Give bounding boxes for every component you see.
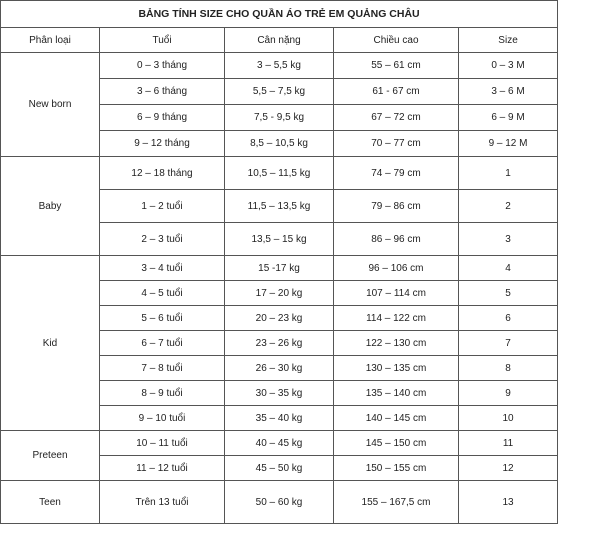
size-cell: 13 bbox=[459, 481, 558, 524]
age-cell: 10 – 11 tuổi bbox=[100, 431, 225, 456]
weight-cell: 26 – 30 kg bbox=[225, 356, 334, 381]
header-height: Chiều cao bbox=[334, 28, 459, 53]
age-cell: 4 – 5 tuổi bbox=[100, 281, 225, 306]
age-cell: 12 – 18 tháng bbox=[100, 157, 225, 190]
size-cell: 5 bbox=[459, 281, 558, 306]
size-cell: 3 bbox=[459, 223, 558, 256]
height-cell: 145 – 150 cm bbox=[334, 431, 459, 456]
weight-cell: 45 – 50 kg bbox=[225, 456, 334, 481]
age-cell: 7 – 8 tuổi bbox=[100, 356, 225, 381]
height-cell: 122 – 130 cm bbox=[334, 331, 459, 356]
age-cell: 6 – 9 tháng bbox=[100, 105, 225, 131]
weight-cell: 50 – 60 kg bbox=[225, 481, 334, 524]
age-cell: 2 – 3 tuổi bbox=[100, 223, 225, 256]
age-cell: 9 – 12 tháng bbox=[100, 131, 225, 157]
size-cell: 3 – 6 M bbox=[459, 79, 558, 105]
category-cell: New born bbox=[1, 53, 100, 157]
height-cell: 150 – 155 cm bbox=[334, 456, 459, 481]
weight-cell: 20 – 23 kg bbox=[225, 306, 334, 331]
height-cell: 79 – 86 cm bbox=[334, 190, 459, 223]
size-cell: 10 bbox=[459, 406, 558, 431]
size-cell: 2 bbox=[459, 190, 558, 223]
size-cell: 9 bbox=[459, 381, 558, 406]
age-cell: 1 – 2 tuổi bbox=[100, 190, 225, 223]
table-row bbox=[1, 157, 558, 190]
weight-cell: 5,5 – 7,5 kg bbox=[225, 79, 334, 105]
weight-cell: 35 – 40 kg bbox=[225, 406, 334, 431]
size-cell: 7 bbox=[459, 331, 558, 356]
weight-cell: 30 – 35 kg bbox=[225, 381, 334, 406]
weight-cell: 8,5 – 10,5 kg bbox=[225, 131, 334, 157]
size-cell: 9 – 12 M bbox=[459, 131, 558, 157]
height-cell: 55 – 61 cm bbox=[334, 53, 459, 79]
size-cell: 11 bbox=[459, 431, 558, 456]
size-cell: 6 bbox=[459, 306, 558, 331]
age-cell: 8 – 9 tuổi bbox=[100, 381, 225, 406]
age-cell: 6 – 7 tuổi bbox=[100, 331, 225, 356]
weight-cell: 23 – 26 kg bbox=[225, 331, 334, 356]
weight-cell: 15 -17 kg bbox=[225, 256, 334, 281]
category-cell: Preteen bbox=[1, 431, 100, 481]
category-cell: Teen bbox=[1, 481, 100, 524]
age-cell: 0 – 3 tháng bbox=[100, 53, 225, 79]
header-age: Tuổi bbox=[100, 28, 225, 53]
category-cell: Baby bbox=[1, 157, 100, 256]
category-cell: Kid bbox=[1, 256, 100, 431]
height-cell: 96 – 106 cm bbox=[334, 256, 459, 281]
header-row bbox=[1, 28, 558, 53]
weight-cell: 17 – 20 kg bbox=[225, 281, 334, 306]
height-cell: 61 - 67 cm bbox=[334, 79, 459, 105]
size-cell: 12 bbox=[459, 456, 558, 481]
header-weight: Cân nặng bbox=[225, 28, 334, 53]
weight-cell: 13,5 – 15 kg bbox=[225, 223, 334, 256]
header-category: Phân loại bbox=[1, 28, 100, 53]
size-cell: 4 bbox=[459, 256, 558, 281]
age-cell: Trên 13 tuổi bbox=[100, 481, 225, 524]
size-cell: 1 bbox=[459, 157, 558, 190]
height-cell: 140 – 145 cm bbox=[334, 406, 459, 431]
height-cell: 135 – 140 cm bbox=[334, 381, 459, 406]
age-cell: 5 – 6 tuổi bbox=[100, 306, 225, 331]
age-cell: 9 – 10 tuổi bbox=[100, 406, 225, 431]
age-cell: 3 – 4 tuổi bbox=[100, 256, 225, 281]
weight-cell: 3 – 5,5 kg bbox=[225, 53, 334, 79]
height-cell: 70 – 77 cm bbox=[334, 131, 459, 157]
age-cell: 11 – 12 tuổi bbox=[100, 456, 225, 481]
height-cell: 67 – 72 cm bbox=[334, 105, 459, 131]
height-cell: 155 – 167,5 cm bbox=[334, 481, 459, 524]
header-size: Size bbox=[459, 28, 558, 53]
size-cell: 6 – 9 M bbox=[459, 105, 558, 131]
height-cell: 114 – 122 cm bbox=[334, 306, 459, 331]
table-row bbox=[1, 256, 558, 281]
weight-cell: 7,5 - 9,5 kg bbox=[225, 105, 334, 131]
height-cell: 107 – 114 cm bbox=[334, 281, 459, 306]
weight-cell: 40 – 45 kg bbox=[225, 431, 334, 456]
table-row bbox=[1, 431, 558, 456]
table-title: BẢNG TÍNH SIZE CHO QUẦN ÁO TRẺ EM QUẢNG CHÂU bbox=[1, 1, 558, 28]
weight-cell: 10,5 – 11,5 kg bbox=[225, 157, 334, 190]
age-cell: 3 – 6 tháng bbox=[100, 79, 225, 105]
size-cell: 0 – 3 M bbox=[459, 53, 558, 79]
height-cell: 130 – 135 cm bbox=[334, 356, 459, 381]
height-cell: 74 – 79 cm bbox=[334, 157, 459, 190]
size-cell: 8 bbox=[459, 356, 558, 381]
table-row bbox=[1, 481, 558, 524]
height-cell: 86 – 96 cm bbox=[334, 223, 459, 256]
weight-cell: 11,5 – 13,5 kg bbox=[225, 190, 334, 223]
table-row bbox=[1, 53, 558, 79]
